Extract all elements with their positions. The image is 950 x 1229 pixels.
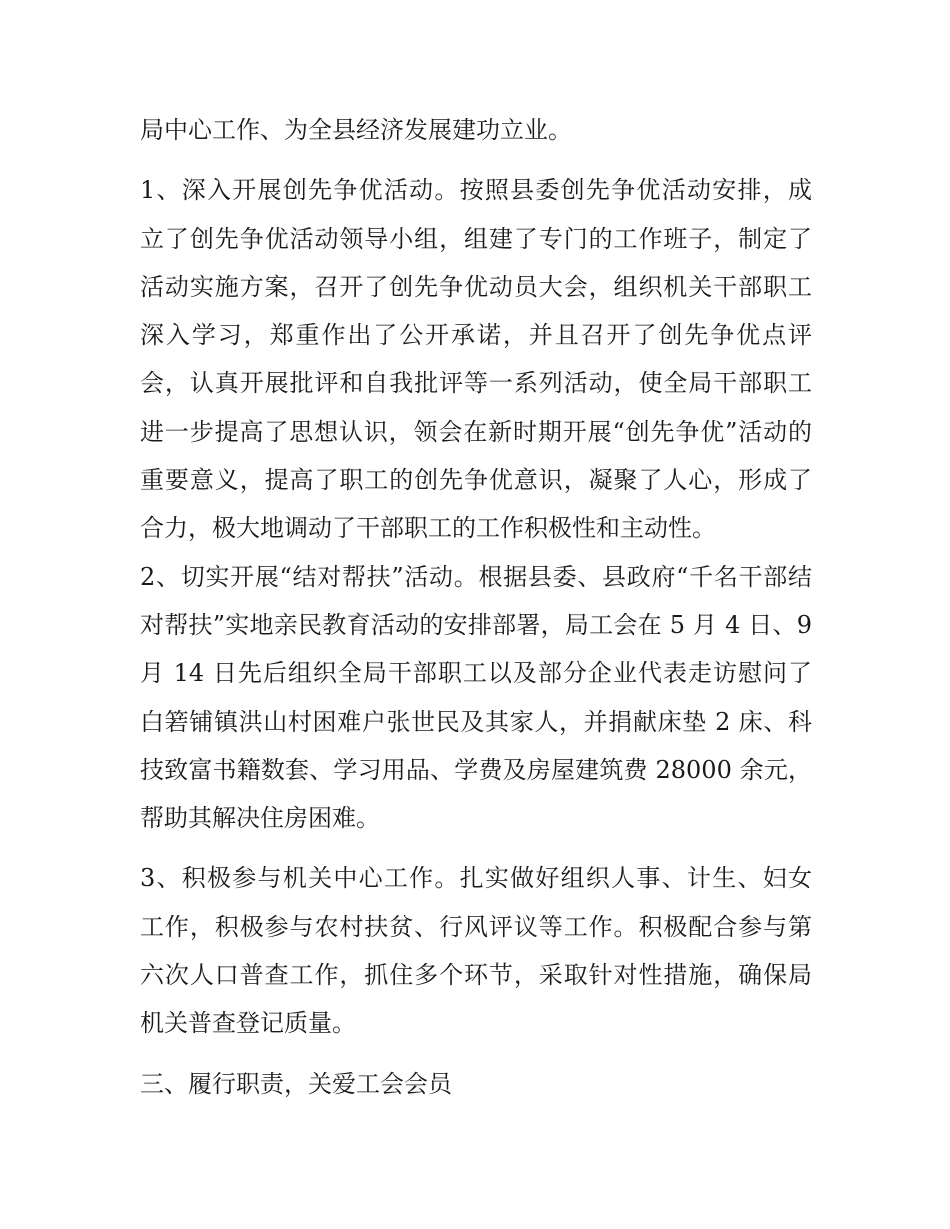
text-line: 合力，极大地调动了干部职工的工作积极性和主动性。 xyxy=(140,514,716,543)
text-line: 白箬铺镇洪山村困难户张世民及其家人，并捐献床垫 2 床、科 xyxy=(140,707,812,736)
intro-paragraph xyxy=(140,106,812,154)
text-line: 机关普查登记质量。 xyxy=(140,1009,356,1038)
text-line: 六次人口普查工作，抓住多个环节，采取针对性措施，确保局 xyxy=(140,961,812,990)
text-line: 对帮扶”实地亲民教育活动的安排部署，局工会在 5 月 4 日、9 xyxy=(140,610,812,639)
text-line: 活动实施方案，召开了创先争优动员大会，组织机关干部职工 xyxy=(140,272,812,301)
text-line: 1、深入开展创先争优活动。按照县委创先争优活动安排，成 xyxy=(140,176,812,205)
text-line: 重要意义，提高了职工的创先争优意识，凝聚了人心，形成了 xyxy=(140,466,812,495)
text-line: 工作，积极参与农村扶贫、行风评议等工作。积极配合参与第 xyxy=(140,912,812,941)
text-line: 2、切实开展“结对帮扶”活动。根据县委、县政府“千名干部结 xyxy=(140,562,812,591)
text-line: 会，认真开展批评和自我批评等一系列活动，使全局干部职工 xyxy=(140,369,812,398)
text-line: 深入学习，郑重作出了公开承诺，并且召开了创先争优点评 xyxy=(140,321,812,350)
text-line: 月 14 日先后组织全局干部职工以及部分企业代表走访慰问了 xyxy=(140,659,812,688)
text-line: 局中心工作、为全县经济发展建功立业。 xyxy=(140,116,572,144)
text-line: 3、积极参与机关中心工作。扎实做好组织人事、计生、妇女 xyxy=(140,864,812,893)
paragraph-item-2 xyxy=(140,553,812,843)
text-line: 技致富书籍数套、学习用品、学费及房屋建筑费 28000 余元， xyxy=(140,755,812,784)
text-line: 立了创先争优活动领导小组，组建了专门的工作班子，制定了 xyxy=(140,224,812,253)
section-heading-text: 三、履行职责，关爱工会会员 xyxy=(140,1069,452,1098)
paragraph-item-3 xyxy=(140,854,812,1047)
document-body xyxy=(140,106,812,1108)
paragraph-item-1 xyxy=(140,166,812,552)
text-line: 帮助其解决住房困难。 xyxy=(140,804,380,833)
section-heading xyxy=(140,1060,812,1108)
text-line: 进一步提高了思想认识，领会在新时期开展“创先争优”活动的 xyxy=(140,417,812,446)
